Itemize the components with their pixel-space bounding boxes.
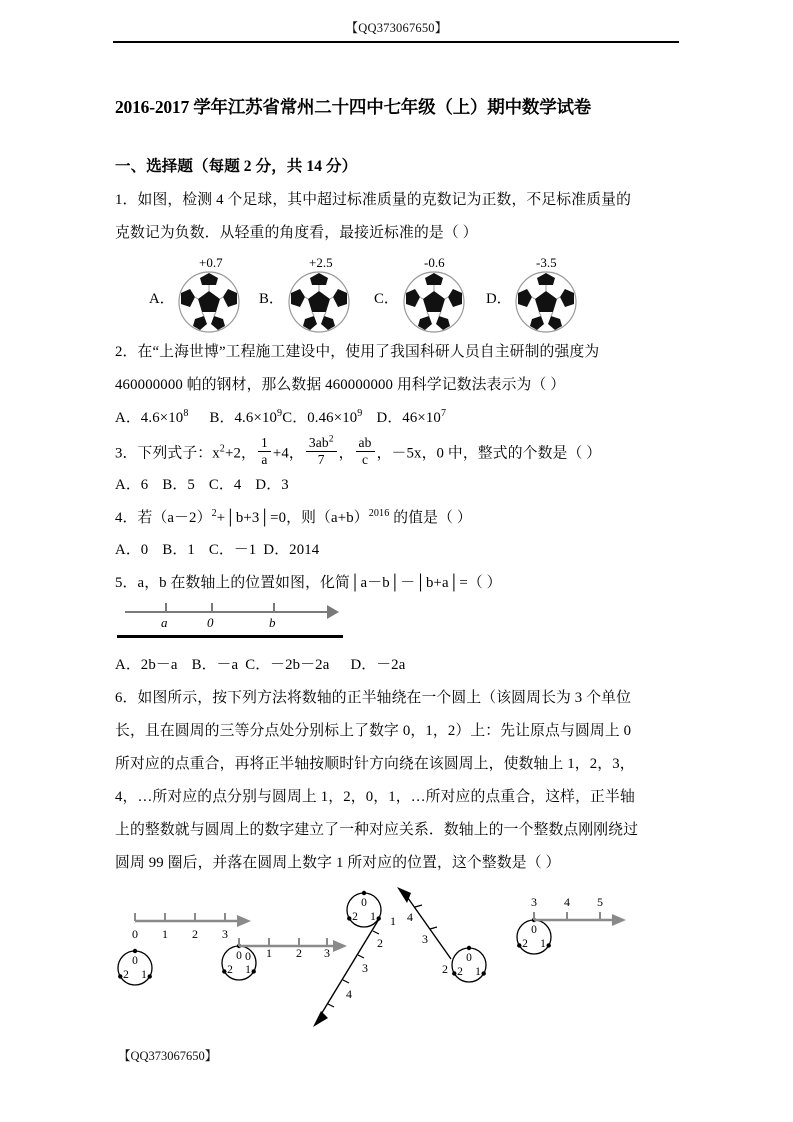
svg-text:1: 1: [266, 946, 272, 961]
soccer-option-a-value: +0.7: [199, 254, 223, 270]
question-2-option-a-base: 4.6×10: [140, 409, 184, 426]
fraction-denominator: 7: [317, 452, 325, 468]
fraction-ab-over-c: [356, 436, 375, 468]
number-line-axis: [125, 611, 330, 613]
number-line-label-b: b: [269, 615, 276, 631]
soccer-ball-icon: [283, 271, 355, 338]
page-title: 2016-2017 学年江苏省常州二十四中七年级（上）期中数学试卷: [115, 97, 592, 117]
svg-text:2: 2: [192, 927, 198, 942]
header-watermark: 【QQ373067650】: [345, 21, 448, 35]
question-4-option-d-label: D．: [263, 542, 290, 559]
fraction-numerator: 1: [258, 436, 271, 453]
question-4-option-a-text: 0: [140, 542, 149, 559]
question-6-figure-wrapping-diagram: [115, 885, 681, 1035]
fraction-denominator: a: [261, 452, 268, 468]
svg-text:2: 2: [123, 969, 129, 982]
question-3-option-d-text: 3: [281, 477, 289, 494]
question-4-option-c-label: C．: [208, 542, 234, 559]
question-2-option-b-exp: 9: [277, 407, 283, 419]
question-3-stem: [115, 433, 681, 469]
question-4-stem-exp1: 2: [211, 508, 217, 520]
soccer-ball-icon: [173, 271, 245, 338]
soccer-option-d-value: -3.5: [536, 254, 557, 270]
svg-text:0: 0: [245, 949, 251, 964]
soccer-option-c-value: -0.6: [424, 254, 445, 270]
question-3-stem-prefix: 3．下列式子：x: [115, 445, 220, 462]
question-2-option-c-label: C．: [282, 409, 308, 426]
question-2-option-c-base: 0.46×10: [307, 409, 358, 426]
question-6-stem-line6: 圆周 99 圈后，并落在圆周上数字 1 所对应的位置，这个整数是（ ）: [115, 855, 561, 872]
svg-text:2: 2: [522, 938, 528, 951]
question-3-stem-suffix: ，－5x，0 中，整式的个数是（ ）: [376, 445, 602, 462]
svg-text:4: 4: [407, 910, 413, 925]
question-2-option-a-label: A．: [115, 409, 141, 426]
question-3-stem-mid3: ，: [338, 445, 354, 462]
question-6-stem-line3: 所对应的点重合，再将正半轴按顺时针方向绕在该圆周上，使数轴上 1，2，3，: [115, 756, 635, 773]
question-3-option-c-text: 4: [233, 477, 242, 494]
svg-text:0: 0: [531, 924, 537, 937]
svg-text:2: 2: [457, 966, 463, 979]
question-3-option-d-label: D．: [255, 477, 282, 494]
svg-text:4: 4: [564, 895, 570, 910]
question-2-option-d-base: 46×10: [402, 409, 441, 426]
fraction-numerator-exp: 2: [328, 433, 334, 444]
question-2-stem-line2: 460000000 帕的钢材，那么数据 460000000 用科学记数法表示为（ ）: [115, 376, 566, 393]
svg-text:2: 2: [442, 962, 448, 977]
question-5-options: [115, 650, 681, 680]
question-5-option-c-text: －2b－2a: [270, 657, 330, 674]
question-3-option-a-label: A．: [115, 477, 141, 494]
footer-watermark: 【QQ373067650】: [118, 1049, 218, 1063]
question-6-stem-line2: 长，且在圆周的三等分点处分别标上了数字 0，1，2）上：先让原点与圆周上 0: [115, 723, 632, 740]
question-5-option-a-label: A．: [115, 657, 141, 674]
question-6-stem-line4: 4，…所对应的点分别与圆周上 1，2，0，1，…所对应的点重合，这样，正半轴: [115, 789, 635, 806]
svg-text:5: 5: [597, 895, 603, 910]
document-content: [115, 96, 681, 1035]
number-line-arrowhead: [327, 605, 339, 619]
number-line-label-a: a: [161, 615, 168, 631]
svg-text:1: 1: [390, 914, 396, 929]
soccer-option-b-value: +2.5: [309, 254, 333, 270]
soccer-option-b-letter: B．: [259, 290, 284, 307]
question-6-stem-line1: 6．如图所示，按下列方法将数轴的正半轴绕在一个圆上（该圆周长为 3 个单位: [115, 690, 632, 707]
question-4-stem: [115, 503, 681, 533]
question-5-option-b-label: B．: [191, 657, 217, 674]
svg-text:0: 0: [132, 955, 138, 968]
question-4-stem-mid: +│b+3│=0，则（a+b）: [216, 510, 369, 527]
section-heading: 一、选择题（每题 2 分，共 14 分）: [115, 157, 358, 175]
svg-text:1: 1: [245, 964, 251, 977]
soccer-ball-icon: [398, 271, 470, 338]
question-1-figure-soccer-balls: [115, 255, 681, 333]
number-line-tick-a: [165, 603, 167, 612]
question-2-option-d-label: D．: [376, 409, 403, 426]
question-5-option-d-text: －2a: [376, 657, 406, 674]
fraction-numerator: ab: [356, 436, 375, 453]
question-3-option-c-label: C．: [208, 477, 234, 494]
svg-text:2: 2: [296, 946, 302, 961]
question-4-option-d-text: 2014: [289, 542, 320, 559]
question-4-option-c-text: －1: [233, 542, 257, 559]
question-4-option-b-label: B．: [162, 542, 188, 559]
svg-text:3: 3: [422, 932, 428, 947]
svg-text:4: 4: [346, 987, 352, 1002]
question-5-option-b-text: －a: [216, 657, 239, 674]
diagram-panel-5: [517, 895, 626, 954]
svg-text:0: 0: [236, 950, 242, 963]
svg-text:1: 1: [540, 938, 546, 951]
svg-text:0: 0: [466, 952, 472, 965]
question-5-stem: 5．a，b 在数轴上的位置如图，化简│a－b│－│b+a│=（ ）: [115, 575, 502, 592]
number-line-tick-b: [273, 603, 275, 612]
number-line-tick-0: [211, 603, 213, 612]
fraction-3ab2-over-7: [306, 433, 337, 468]
question-2-option-b-label: B．: [209, 409, 235, 426]
question-5-option-a-text: 2b－a: [140, 657, 178, 674]
svg-text:1: 1: [370, 911, 376, 924]
diagram-panel-4: [397, 887, 486, 982]
svg-text:3: 3: [222, 927, 228, 942]
question-2-option-d-exp: 7: [440, 407, 447, 419]
question-2-option-c-exp: 9: [357, 407, 363, 419]
svg-text:1: 1: [475, 966, 481, 979]
svg-text:2: 2: [227, 964, 233, 977]
question-3-options: [115, 470, 681, 500]
question-4-stem-suffix: 的值是（ ）: [389, 510, 472, 527]
number-line-underbar: [117, 635, 343, 638]
question-3-stem-mid2: +4，: [272, 445, 304, 462]
svg-text:3: 3: [324, 946, 330, 961]
svg-text:1: 1: [162, 927, 168, 942]
question-2-option-b-base: 4.6×10: [234, 409, 278, 426]
question-3-option-b-text: 5: [187, 477, 195, 494]
fraction-numerator: [306, 433, 337, 453]
fraction-denominator: c: [361, 452, 369, 468]
question-4-option-a-label: A．: [115, 542, 141, 559]
question-3-option-a-text: 6: [140, 477, 149, 494]
soccer-option-d-letter: D．: [486, 290, 512, 307]
svg-text:1: 1: [141, 969, 147, 982]
question-1-stem-line2: 克数记为负数．从轻重的角度看，最接近标准的是（ ）: [115, 224, 478, 241]
soccer-option-c-letter: C．: [374, 290, 399, 307]
question-4-stem-exp2: 2016: [368, 508, 390, 520]
question-3-stem-exp: 2: [219, 443, 225, 455]
fraction-numerator-base: 3ab: [308, 434, 329, 450]
question-4-stem-prefix: 4．若（a－2）: [115, 510, 212, 527]
svg-text:2: 2: [352, 911, 358, 924]
svg-text:0: 0: [361, 897, 367, 910]
question-5-option-c-label: C．: [245, 657, 271, 674]
question-2-stem-line1: 2．在“上海世博”工程施工建设中，使用了我国科研人员自主研制的强度为: [115, 343, 600, 360]
diagram-panel-2: [222, 938, 347, 980]
fraction-one-over-a: [258, 436, 271, 468]
soccer-option-a-letter: A．: [149, 290, 175, 307]
svg-text:3: 3: [362, 961, 368, 976]
question-3-option-b-label: B．: [162, 477, 188, 494]
svg-text:3: 3: [531, 895, 537, 910]
question-4-option-b-text: 1: [187, 542, 195, 559]
soccer-ball-icon: [510, 271, 582, 338]
svg-text:0: 0: [132, 927, 138, 942]
header-rule: [113, 41, 679, 43]
question-2-options: [115, 403, 681, 433]
question-3-stem-mid1: +2，: [224, 445, 256, 462]
question-5-figure-number-line: [125, 602, 385, 648]
question-4-options: [115, 535, 681, 565]
question-5-option-d-label: D．: [350, 657, 377, 674]
question-6-stem-line5: 上的整数就与圆周上的数字建立了一种对应关系．数轴上的一个整数点刚刚绕过: [115, 822, 639, 839]
question-2-option-a-exp: 8: [183, 407, 189, 419]
question-1-stem-line1: 1．如图，检测 4 个足球，其中超过标准质量的克数记为正数，不足标准质量的: [115, 191, 632, 208]
number-line-label-0: 0: [207, 615, 214, 631]
svg-text:2: 2: [377, 936, 383, 951]
